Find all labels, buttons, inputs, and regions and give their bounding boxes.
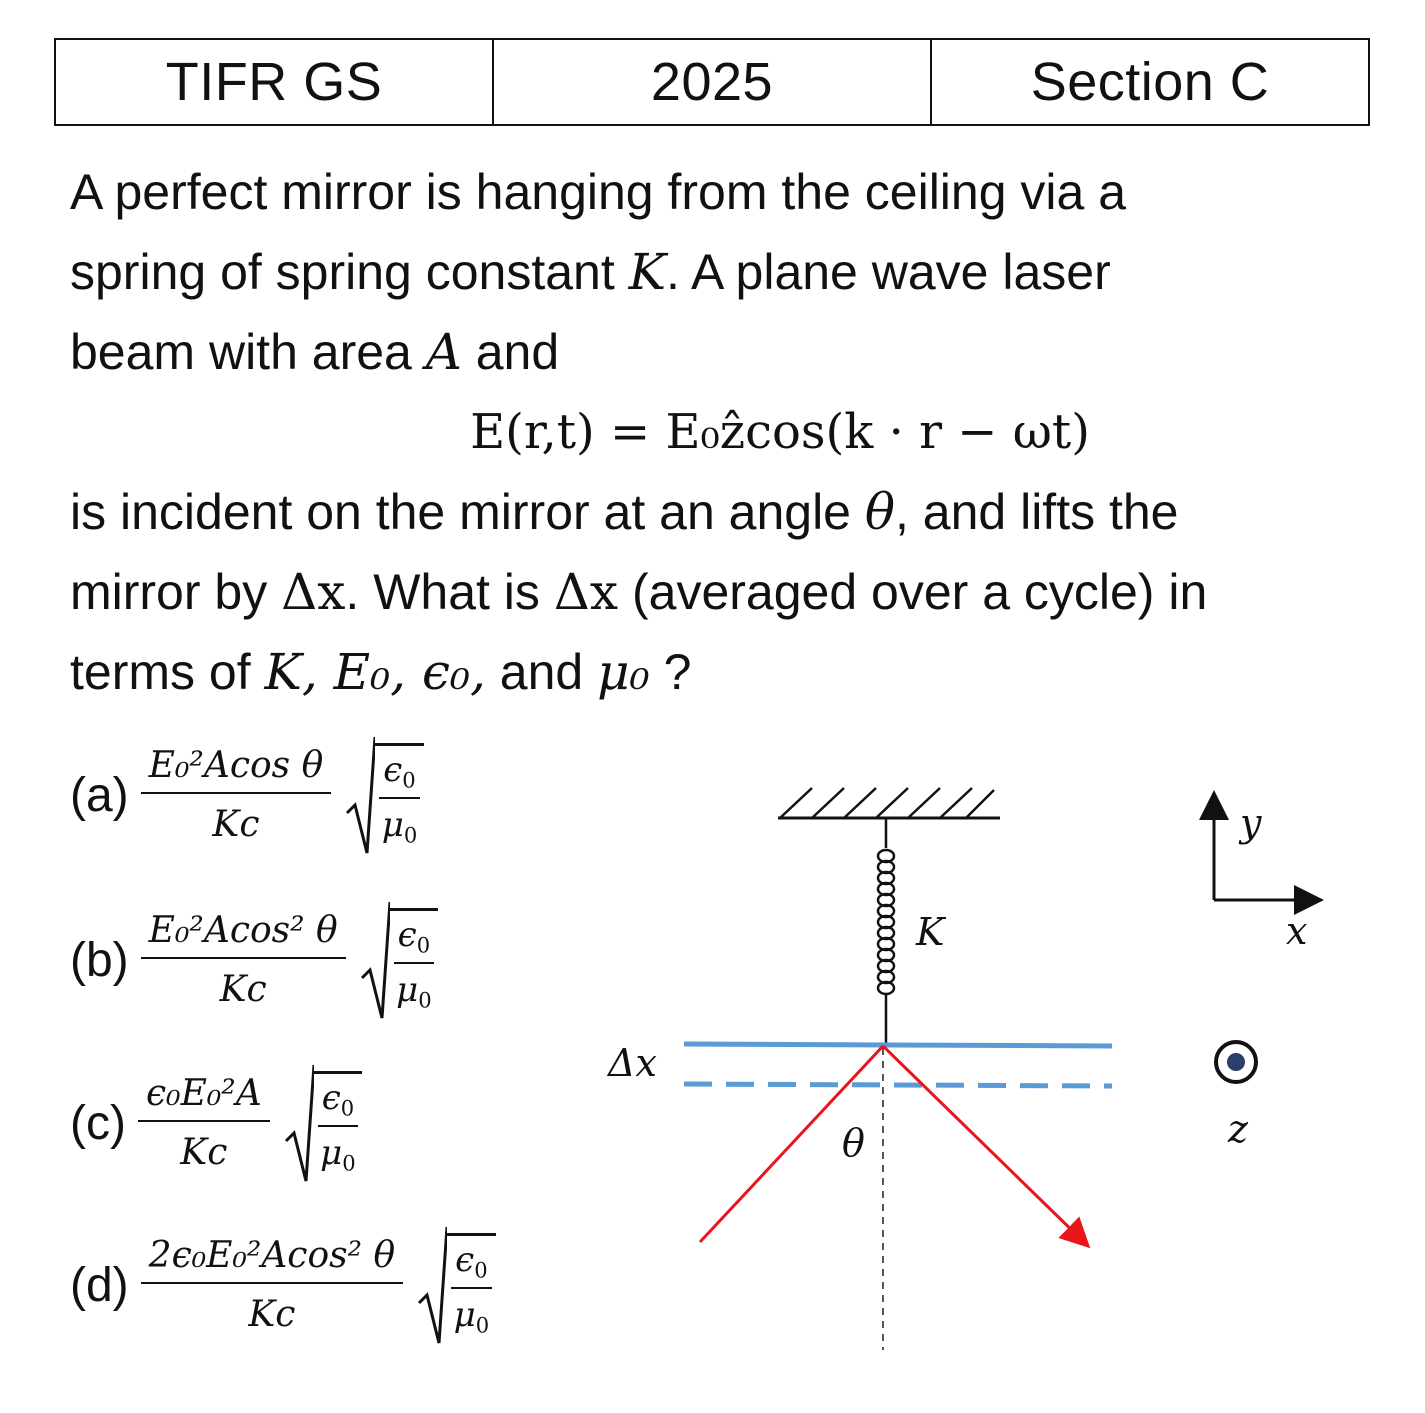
sqrt-sign-icon: [345, 735, 375, 855]
var-K: K: [628, 243, 667, 301]
var-dx: Δx: [281, 563, 346, 621]
text-segment: ?: [649, 644, 692, 700]
axis-x-label: x: [1286, 909, 1308, 953]
axis-y-label: y: [1240, 801, 1262, 845]
sqrt-radicand: [447, 1233, 495, 1337]
radicand-denominator: μ0: [381, 804, 418, 847]
text-segment: , and lifts the: [894, 484, 1179, 540]
text-segment: and: [461, 324, 560, 380]
fraction-numerator: E₀²Acos² θ: [141, 910, 346, 959]
text-segment: is incident on the mirror at an angle: [70, 484, 865, 540]
problem-line-3: [70, 312, 1370, 392]
header-table: [54, 38, 1370, 126]
sqrt-factor: [345, 735, 423, 855]
option-fraction: [141, 745, 332, 845]
var-theta: θ: [864, 483, 895, 541]
sqrt-radicand: [375, 743, 423, 847]
sqrt-sign-icon: [417, 1225, 447, 1345]
reflected-beam: [883, 1046, 1086, 1244]
problem-line-5: [70, 552, 1370, 632]
option-fraction: [138, 1073, 270, 1173]
text-segment: . What is: [345, 564, 554, 620]
option-label: (b): [70, 933, 129, 987]
axis-z-label: z: [1228, 1107, 1249, 1151]
text-segment: spring of spring constant: [70, 244, 629, 300]
fraction-denominator: Kc: [212, 804, 260, 845]
field-equation: E(r,t) = E₀ẑcos(k · r − ωt): [470, 404, 1090, 460]
sqrt-factor: [360, 900, 438, 1020]
text-segment: (averaged over a cycle) in: [618, 564, 1208, 620]
text-segment: . A plane wave laser: [666, 244, 1111, 300]
sqrt-sign-icon: [360, 900, 390, 1020]
text-segment: terms of: [70, 644, 265, 700]
radicand-denominator: μ0: [396, 969, 432, 1012]
spring: [878, 818, 894, 1044]
sqrt-sign-icon: [284, 1063, 314, 1183]
sqrt-radicand: [390, 908, 438, 1012]
option-b[interactable]: [70, 900, 438, 1020]
exam-section: Section C: [930, 40, 1368, 124]
option-label: (a): [70, 768, 129, 822]
option-a[interactable]: [70, 735, 424, 855]
mirror-displaced: [684, 1084, 1112, 1086]
radicand-numerator: ϵ0: [379, 750, 419, 798]
mirror: [684, 1044, 1112, 1046]
radicand-denominator: μ0: [453, 1294, 490, 1337]
fraction-denominator: Kc: [248, 1294, 296, 1335]
problem-line-6: [70, 632, 1370, 712]
axes-icon: [1214, 796, 1318, 900]
radicand-numerator: ϵ0: [451, 1240, 491, 1288]
var-dx-2: Δx: [553, 563, 619, 621]
fraction-denominator: Kc: [180, 1132, 228, 1173]
exam-year: 2025: [492, 40, 930, 124]
problem-line-4: [70, 472, 1370, 552]
problem-statement: [70, 152, 1370, 712]
angle-label: θ: [842, 1121, 865, 1165]
text-segment: beam with area: [70, 324, 426, 380]
var-list: K, E₀, ϵ₀,: [264, 643, 486, 701]
radicand-numerator: ϵ0: [318, 1078, 358, 1126]
option-c[interactable]: [70, 1063, 362, 1183]
mirror-spring-diagram: [590, 760, 1390, 1360]
radicand-numerator: ϵ0: [394, 915, 434, 963]
ceiling: [778, 788, 1000, 818]
var-mu0: μ₀: [597, 643, 650, 701]
sqrt-factor: [284, 1063, 362, 1183]
text-segment: mirror by: [70, 564, 282, 620]
out-of-page-icon: [1216, 1042, 1256, 1082]
problem-line-2: [70, 232, 1370, 312]
fraction-numerator: E₀²Acos θ: [141, 745, 332, 794]
var-A: A: [425, 323, 462, 381]
option-d[interactable]: [70, 1225, 496, 1345]
sqrt-radicand: [314, 1071, 362, 1175]
text-segment: and: [485, 644, 598, 700]
sqrt-factor: [417, 1225, 495, 1345]
option-label: (d): [70, 1258, 129, 1312]
option-fraction: [141, 1235, 404, 1335]
displacement-label: Δx: [608, 1041, 657, 1085]
exam-name: TIFR GS: [165, 52, 383, 112]
spring-label: K: [916, 910, 945, 954]
option-fraction: [141, 910, 346, 1010]
radicand-denominator: μ0: [320, 1132, 356, 1175]
fraction-denominator: Kc: [219, 969, 267, 1010]
fraction-numerator: 2ϵ₀E₀²Acos² θ: [141, 1235, 404, 1284]
option-label: (c): [70, 1096, 126, 1150]
fraction-numerator: ϵ₀E₀²A: [138, 1073, 270, 1122]
problem-line-1: A perfect mirror is hanging from the ceiling via a: [70, 164, 1127, 220]
